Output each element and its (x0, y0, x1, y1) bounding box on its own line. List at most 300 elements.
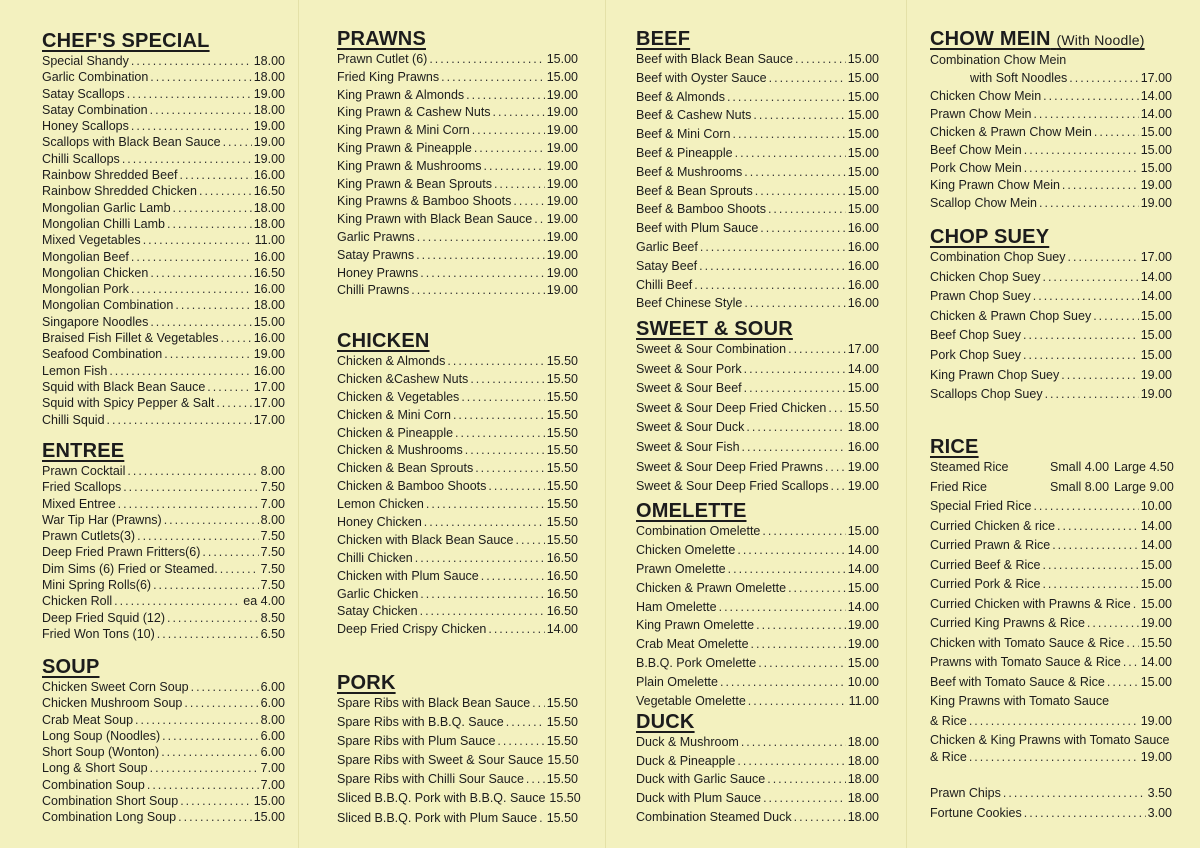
menu-list (337, 354, 578, 640)
menu-item (636, 656, 879, 675)
section-prawns (337, 28, 578, 301)
item-price: 10.00 (1140, 499, 1172, 513)
item-price: 15.50 (546, 407, 578, 422)
menu-item (337, 772, 578, 791)
item-name: Pork Chop Suey (930, 347, 1022, 362)
item-name: King Prawn Omelette (636, 618, 755, 633)
menu-item (930, 558, 1172, 578)
item-name: Satay Beef (636, 258, 698, 273)
item-price: 15.50 (546, 425, 578, 440)
item-name: Garlic Beef (636, 239, 698, 254)
item-name: Chicken with Tomato Sauce & Rice (930, 635, 1125, 650)
item-price: 18.00 (847, 753, 879, 768)
dot-leader (1024, 806, 1146, 820)
item-name: Duck & Pineapple (636, 753, 736, 768)
item-name: Beef with Plum Sauce (636, 221, 759, 236)
dot-leader (526, 772, 545, 786)
menu-item (337, 426, 578, 444)
item-price: 19.00 (1140, 387, 1172, 402)
item-price: 7.50 (260, 578, 285, 593)
item-price: 7.50 (260, 545, 285, 560)
section-pork (337, 672, 581, 830)
item-name: Beef with Oyster Sauce (636, 70, 767, 85)
dot-leader (828, 401, 845, 415)
section-title: CHEF'S SPECIAL (42, 30, 210, 52)
item-price: 15.50 (549, 791, 581, 806)
item-name: Fried King Prawns (337, 69, 440, 84)
item-name: Sweet & Sour Combination (636, 342, 787, 356)
item-price: 19.00 (1140, 367, 1172, 382)
item-name: Steamed Rice (930, 460, 1009, 474)
item-price: 15.00 (1140, 328, 1172, 343)
item-price: 15.00 (847, 524, 879, 538)
dot-leader (534, 212, 544, 226)
item-price: 16.00 (847, 277, 879, 292)
dot-leader (1023, 348, 1139, 362)
item-name: Fried Rice (930, 479, 987, 494)
item-name: Scallops Chop Suey (930, 387, 1043, 402)
item-name: Chicken & Bamboo Shoots (337, 479, 487, 494)
menu-item (42, 578, 285, 594)
menu-item (636, 460, 879, 480)
item-name: King Prawn & Mini Corn (337, 123, 470, 138)
menu-list (930, 786, 1172, 825)
dot-leader (488, 479, 544, 493)
dot-leader (131, 119, 252, 133)
item-name: Deep Fried Crispy Chicken (337, 622, 487, 637)
item-name: Scallops with Black Bean Sauce (42, 135, 221, 150)
dot-leader (755, 184, 846, 198)
section-rice (930, 436, 1172, 767)
item-name: Pork Chow Mein (930, 160, 1022, 175)
menu-item-name-line (930, 53, 1172, 71)
item-price: 15.50 (547, 753, 579, 768)
item-price: 15.50 (546, 810, 578, 825)
menu-item (930, 750, 1172, 767)
menu-item (337, 70, 578, 88)
dot-leader (135, 713, 259, 727)
item-name: Beef Chinese Style (636, 296, 743, 311)
item-price: 14.00 (847, 361, 879, 376)
item-price: 16.00 (847, 296, 879, 311)
section-title-text: CHOW MEIN (930, 28, 1051, 50)
menu-item (930, 597, 1172, 617)
menu-item (930, 806, 1172, 826)
dot-leader (150, 103, 252, 117)
item-name: Beef Chow Mein (930, 142, 1022, 157)
item-name: Crab Meat Omelette (636, 637, 749, 652)
menu-item (42, 266, 285, 282)
menu-item (930, 636, 1172, 656)
item-price: 16.00 (847, 221, 879, 236)
menu-list (930, 499, 1172, 694)
item-price: 19.00 (546, 265, 578, 280)
item-price: 15.00 (1140, 577, 1172, 591)
dot-leader (415, 551, 545, 565)
dot-leader (762, 524, 845, 538)
item-name: Beef & Pineapple (636, 145, 733, 160)
item-price: 6.00 (260, 728, 285, 743)
item-price: 16.00 (253, 331, 285, 346)
item-name: Mini Spring Rolls(6) (42, 578, 152, 593)
menu-item (930, 71, 1172, 89)
menu-item (636, 754, 879, 773)
dot-leader (969, 714, 1139, 728)
item-name: Chicken with Black Bean Sauce (337, 532, 514, 547)
item-price-small: Small 8.00 (1050, 479, 1110, 494)
item-name: Duck with Garlic Sauce (636, 772, 766, 787)
menu-item (636, 791, 879, 810)
dot-leader (1094, 125, 1139, 139)
dot-leader (114, 594, 241, 608)
item-name: & Rice (930, 750, 967, 764)
menu-item (636, 202, 879, 221)
dot-leader (1126, 636, 1138, 650)
menu-item (337, 515, 578, 533)
item-price: 19.00 (1140, 713, 1172, 728)
dot-leader (744, 296, 845, 310)
item-price: 19.00 (847, 618, 879, 633)
item-price: 16.00 (253, 249, 285, 264)
item-price: 16.00 (253, 363, 285, 378)
menu-item (636, 618, 879, 637)
item-price: 14.00 (847, 599, 879, 614)
menu-item (930, 538, 1172, 558)
item-price: 17.00 (1140, 71, 1172, 85)
item-price: 3.00 (1147, 805, 1172, 820)
item-name: Curried Prawn & Rice (930, 538, 1051, 552)
menu-item (42, 745, 285, 761)
item-name: Long Soup (Noodles) (42, 728, 161, 743)
dot-leader (513, 194, 544, 208)
item-price: 15.00 (1140, 596, 1172, 611)
dot-leader (741, 735, 846, 749)
section-chefs-special (42, 30, 285, 429)
item-price: 19.00 (253, 119, 285, 134)
item-name: Special Shandy (42, 54, 129, 68)
menu-item (42, 282, 285, 298)
menu-item-name-line (930, 694, 1172, 714)
item-price: 14.00 (1140, 106, 1172, 121)
menu-list (42, 680, 285, 827)
item-price: 15.50 (546, 371, 578, 386)
item-name: Prawns with Tomato Sauce & Rice (930, 655, 1121, 669)
menu-item-sized (930, 480, 1172, 500)
item-name: Deep Fried Prawn Fritters(6) (42, 545, 201, 560)
item-name: Garlic Combination (42, 70, 149, 85)
menu-item (337, 408, 578, 426)
item-name: Chilli Squid (42, 412, 105, 427)
item-name: Long & Short Soup (42, 761, 148, 776)
menu-item (42, 680, 285, 696)
menu-list (636, 524, 879, 713)
item-name: Sweet & Sour Pork (636, 361, 742, 376)
item-name: Spare Ribs with Chilli Sour Sauce (337, 772, 524, 787)
item-name: King Prawn with Black Bean Sauce (337, 212, 533, 227)
item-name: King Prawns with Tomato Sauce (930, 694, 1110, 708)
dot-leader (150, 266, 251, 280)
item-price: 8.50 (260, 610, 285, 625)
menu-item (636, 240, 879, 259)
menu-item (42, 778, 285, 794)
dot-leader (732, 127, 845, 141)
item-price: 17.00 (253, 379, 285, 394)
menu-list (337, 696, 581, 830)
dot-leader (202, 545, 258, 559)
section-title: RICE (930, 436, 979, 458)
dot-leader (727, 90, 846, 104)
item-price: 18.00 (253, 70, 285, 85)
item-name: King Prawn & Almonds (337, 87, 465, 102)
menu-item (42, 201, 285, 217)
dot-leader (737, 543, 845, 557)
menu-item (337, 159, 578, 177)
dot-leader (1062, 178, 1139, 192)
dot-leader (506, 715, 545, 729)
dot-leader (539, 811, 545, 825)
dot-leader (453, 408, 545, 422)
menu-item (337, 230, 578, 248)
item-price: 15.50 (546, 479, 578, 494)
item-price: 15.50 (546, 532, 578, 547)
dot-leader (472, 123, 545, 137)
dot-leader (751, 637, 846, 651)
item-name: Curried Chicken & rice (930, 518, 1056, 533)
item-price: 15.00 (253, 810, 285, 825)
menu-item (42, 119, 285, 135)
item-price-small: Small 4.00 (1050, 460, 1110, 474)
item-name: Honey Chicken (337, 515, 422, 530)
menu-item (42, 347, 285, 363)
item-name: Seafood Combination (42, 347, 163, 362)
item-price: 19.00 (1140, 616, 1172, 630)
item-price: 16.00 (847, 258, 879, 273)
dot-leader (178, 810, 252, 824)
item-name: Mongolian Beef (42, 249, 129, 264)
menu-item (337, 587, 578, 605)
item-name: Squid with Black Bean Sauce (42, 379, 206, 394)
item-name: Short Soup (Wonton) (42, 745, 160, 760)
menu-list (930, 250, 1172, 407)
menu-item (42, 464, 285, 480)
menu-item (42, 250, 285, 266)
item-price: 18.00 (847, 791, 879, 806)
menu-item (42, 103, 285, 119)
dot-leader (488, 622, 544, 636)
item-price: 16.50 (253, 265, 285, 280)
dot-leader (416, 248, 545, 262)
dot-leader (107, 413, 252, 427)
menu-item (636, 524, 879, 543)
menu-item (42, 480, 285, 496)
dot-leader (1042, 270, 1138, 284)
menu-item (337, 569, 578, 587)
item-name: Sweet & Sour Fish (636, 439, 740, 454)
dot-leader (109, 364, 251, 378)
section-entree (42, 440, 285, 643)
item-price: 14.00 (546, 622, 578, 637)
item-price: 8.00 (260, 512, 285, 527)
menu-item (42, 152, 285, 168)
item-price: 16.50 (546, 604, 578, 619)
dot-leader (1042, 558, 1138, 572)
menu-item-sized (930, 460, 1172, 480)
menu-item (930, 107, 1172, 125)
item-price: 7.50 (260, 561, 285, 576)
menu-item (42, 529, 285, 545)
dot-leader (1023, 328, 1139, 342)
item-name: with Soft Noodles (970, 71, 1068, 85)
dot-leader (475, 461, 545, 475)
dot-leader (769, 71, 846, 85)
dot-leader (474, 141, 545, 155)
item-name: Duck & Mushroom (636, 735, 739, 749)
item-price: 19.00 (1140, 750, 1172, 764)
dot-leader (150, 315, 251, 329)
menu-item (930, 196, 1172, 214)
section-title (930, 28, 1172, 51)
section-extras (930, 786, 1172, 825)
item-price: 15.00 (546, 69, 578, 84)
item-name: King Prawn & Mushrooms (337, 158, 482, 173)
menu-item (930, 655, 1172, 675)
item-name: Prawn Chop Suey (930, 289, 1031, 304)
item-price: 19.00 (847, 479, 879, 494)
dot-leader (532, 696, 545, 710)
dot-leader (466, 88, 545, 102)
menu-item (636, 543, 879, 562)
dot-leader (494, 177, 545, 191)
item-name: Sweet & Sour Deep Fried Prawns (636, 459, 823, 474)
item-name: Duck with Plum Sauce (636, 791, 762, 806)
item-name: Chicken & Mushrooms (337, 443, 463, 458)
item-price: 11.00 (254, 233, 285, 248)
item-name: King Prawn & Cashew Nuts (337, 105, 491, 120)
dot-leader (1033, 499, 1138, 513)
item-price: 14.00 (1140, 655, 1172, 669)
dot-leader (191, 680, 259, 694)
dot-leader (417, 230, 545, 244)
menu-item (930, 616, 1172, 636)
item-price: 15.50 (1140, 635, 1172, 650)
item-name: Vegetable Omelette (636, 694, 746, 709)
item-name: Chicken & Mini Corn (337, 407, 451, 422)
item-name: Curried King Prawns & Rice (930, 616, 1085, 630)
dot-leader (137, 529, 259, 543)
menu-item (930, 368, 1172, 388)
dot-leader (788, 342, 846, 356)
item-price: 8.00 (260, 712, 285, 727)
menu-item (930, 309, 1172, 329)
item-name: Mongolian Garlic Lamb (42, 200, 171, 215)
item-name: Prawn Cutlets(3) (42, 529, 136, 544)
menu-item (930, 89, 1172, 107)
item-price: 18.00 (253, 200, 285, 215)
item-price: 18.00 (253, 216, 285, 231)
item-name: Beef & Almonds (636, 89, 725, 104)
item-price: 19.00 (546, 123, 578, 138)
item-price: 15.00 (847, 381, 879, 396)
menu-item (42, 696, 285, 712)
dot-leader (465, 443, 545, 457)
menu-item (42, 545, 285, 561)
item-name: Chilli Beef (636, 277, 693, 292)
menu-item (636, 440, 879, 460)
menu-item (930, 786, 1172, 806)
item-price: 18.00 (847, 735, 879, 749)
item-price: 17.00 (253, 412, 285, 427)
menu-item (337, 266, 578, 284)
menu-item-name-line (930, 733, 1172, 750)
menu-item (636, 296, 879, 315)
dot-leader (131, 282, 252, 296)
dot-leader (162, 729, 259, 743)
dot-leader (737, 754, 845, 768)
item-price: 16.50 (546, 550, 578, 565)
menu-item (337, 52, 578, 70)
menu-item (930, 161, 1172, 179)
dot-leader (699, 259, 846, 273)
item-price: 18.00 (847, 809, 879, 824)
menu-item (42, 413, 285, 429)
item-name: Chicken Omelette (636, 542, 736, 557)
item-price: 15.00 (847, 70, 879, 85)
item-name: Chicken Chow Mein (930, 89, 1042, 103)
menu-item (930, 143, 1172, 161)
section-chop-suey (930, 226, 1172, 407)
menu-item (42, 184, 285, 200)
dot-leader (746, 420, 845, 434)
item-name: Spare Ribs with Sweet & Sour Sauce (337, 753, 544, 768)
item-name: Crab Meat Soup (42, 712, 134, 727)
item-price: 7.00 (260, 777, 285, 792)
menu-item (42, 217, 285, 233)
menu-item (337, 123, 578, 141)
item-name: War Tip Har (Prawns) (42, 512, 162, 527)
menu-item (636, 146, 879, 165)
menu-item (337, 461, 578, 479)
menu-item (636, 90, 879, 109)
dot-leader (1033, 107, 1138, 121)
item-name: Sweet & Sour Deep Fried Chicken (636, 400, 827, 415)
item-name: King Prawns & Bamboo Shoots (337, 194, 512, 209)
dot-leader (794, 810, 846, 824)
menu-item (930, 577, 1172, 597)
item-price: 15.00 (847, 52, 879, 66)
menu-item (930, 250, 1172, 270)
item-price: 16.50 (253, 184, 285, 199)
menu-item (337, 105, 578, 123)
item-name: Combination Soup (42, 777, 145, 792)
item-name: Beef & Mini Corn (636, 127, 731, 142)
dot-leader (744, 381, 846, 395)
menu-item (636, 221, 879, 240)
item-price: 16.00 (253, 282, 285, 297)
item-name: Sweet & Sour Beef (636, 381, 742, 396)
item-name: Braised Fish Fillet & Vegetables (42, 331, 219, 346)
menu-item (42, 497, 285, 513)
dot-leader (131, 54, 252, 68)
menu-item (930, 714, 1172, 734)
dot-leader (1052, 538, 1139, 552)
item-name: Chilli Chicken (337, 550, 413, 565)
menu-item (636, 362, 879, 382)
item-name: Satay Chicken (337, 604, 418, 619)
item-price: 19.00 (847, 637, 879, 652)
item-price: 15.50 (546, 497, 578, 512)
menu-list (337, 52, 578, 301)
menu-item (636, 772, 879, 791)
